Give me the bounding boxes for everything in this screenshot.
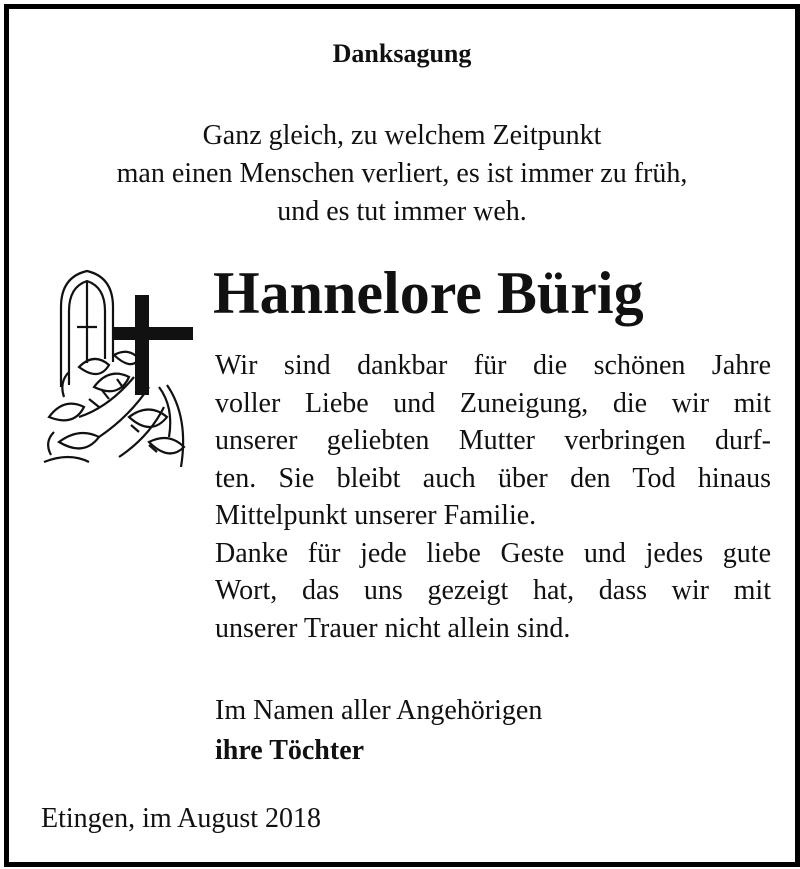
body-line: Wir sind dankbar für die schönen Jahre — [215, 350, 771, 381]
body-line: Mittelpunkt unserer Familie. — [215, 500, 537, 531]
body-line: unserer Trauer nicht allein sind. — [215, 612, 571, 644]
body-line: voller Liebe und Zuneigung, die wir mit — [215, 387, 771, 419]
obituary-notice — [4, 4, 800, 867]
signature: ihre Töchter — [215, 735, 365, 766]
quote-line: man einen Menschen verliert, es ist immer zu früh, — [116, 158, 688, 189]
body-line: unserer geliebten Mutter verbringen durf- — [215, 425, 771, 456]
memorial-quote — [9, 117, 795, 231]
notice-heading: Danksagung — [332, 39, 472, 68]
deceased-name: Hannelore Bürig — [213, 260, 644, 326]
thank-you-text — [215, 347, 771, 647]
cross-with-lilies-and-arch-icon — [39, 267, 194, 477]
quote-line: Ganz gleich, zu welchem Zeitpunkt — [202, 120, 602, 151]
body-line: Wort, das uns gezeigt hat, dass wir mit — [215, 575, 771, 606]
quote-line: und es tut immer weh. — [277, 196, 527, 227]
closing-block — [215, 691, 542, 771]
body-line: Danke für jede liebe Geste und jedes gute — [215, 537, 771, 569]
place-and-date: Etingen, im August 2018 — [41, 803, 321, 834]
body-line: ten. Sie bleibt auch über den Tod hinaus — [215, 462, 771, 494]
closing-line: Im Namen aller Angehörigen — [215, 695, 543, 726]
